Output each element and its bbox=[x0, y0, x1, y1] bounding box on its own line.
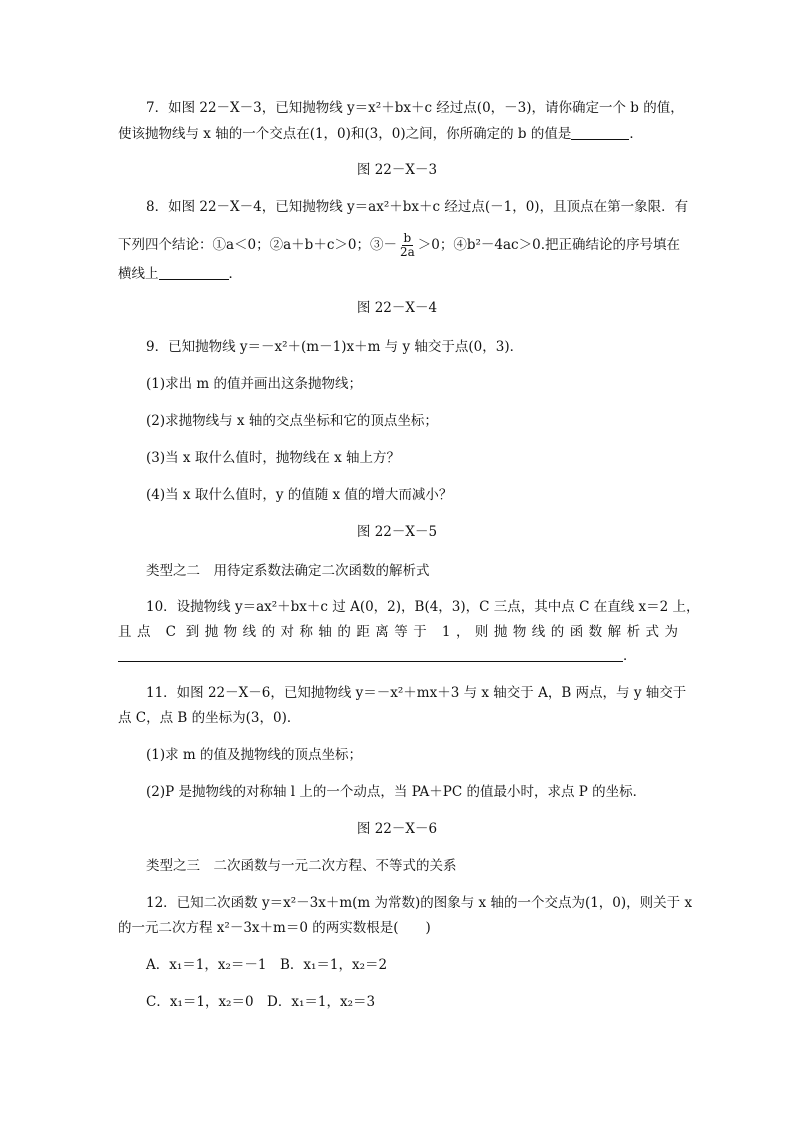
q11-part1: (1)求 m 的值及抛物线的顶点坐标； bbox=[146, 747, 363, 763]
figure-caption-22-x-5: 图 22－X－5 bbox=[356, 524, 438, 540]
q9-part3: (3)当 x 取什么值时，抛物线在 x 轴上方？ bbox=[146, 450, 401, 466]
q8-line3: 横线上 ． bbox=[118, 266, 242, 282]
q11-line1: 11．如图 22－X－6，已知抛物线 y＝－x²＋mx＋3 与 x 轴交于 A，B 两点，与 y 轴交于 bbox=[146, 685, 687, 701]
section-heading-type2: 类型之二 用待定系数法确定二次函数的解析式 bbox=[146, 563, 430, 579]
q12-line2: 的一元二次方程 x²－3x＋m＝0 的两实数根是( ) bbox=[118, 920, 431, 936]
q11-part2: (2)P 是抛物线的对称轴 l 上的一个动点，当 PA＋PC 的值最小时，求点 P 的坐标． bbox=[146, 784, 647, 800]
q7-line2: 使该抛物线与 x 轴的一个交点在(1，0)和(3，0)之间，你所确定的 b 的值是 ． bbox=[118, 126, 643, 142]
q12-options-ab: A．x₁＝1，x₂＝－1 B．x₁＝1，x₂＝2 bbox=[146, 957, 388, 973]
q10-line2: 且点 C 到抛物线的对称轴的距离等于 1，则抛物线的函数解析式为 bbox=[118, 624, 678, 640]
q11-line2: 点 C，点 B 的坐标为(3，0)． bbox=[118, 710, 301, 726]
q8-line1: 8．如图 22－X－4，已知抛物线 y＝ax²＋bx＋c 经过点(－1，0)，且顶点在第一象限．有 bbox=[146, 199, 689, 215]
q12-line1: 12．已知二次函数 y＝x²－3x＋m(m 为常数)的图象与 x 轴的一个交点为(1，0)，则关于 x bbox=[146, 895, 693, 911]
q8-answer-blank[interactable] bbox=[159, 265, 229, 280]
q9-part4: (4)当 x 取什么值时，y 的值随 x 值的增大而减小？ bbox=[146, 487, 453, 503]
section-heading-type3: 类型之三 二次函数与一元二次方程、不等式的关系 bbox=[146, 858, 457, 874]
q7-answer-blank[interactable] bbox=[571, 125, 629, 140]
q12-options-cd: C．x₁＝1，x₂＝0 D．x₁＝1，x₂＝3 bbox=[146, 994, 376, 1010]
q8-line2: 下列四个结论：①a＜0；②a＋b＋c＞0；③－ $\frac{b}{2a}$ ＞0；④b²－4ac＞0.把正确结论的序号填在 bbox=[118, 231, 681, 259]
q9-stem: 9．已知抛物线 y＝－x²＋(m－1)x＋m 与 y 轴交于点(0，3)． bbox=[146, 339, 524, 355]
q9-part1: (1)求出 m 的值并画出这条抛物线； bbox=[146, 376, 363, 392]
fraction-b-over-2a: $\frac{b}{2a}$ bbox=[399, 231, 415, 259]
q7-line1: 7．如图 22－X－3，已知抛物线 y＝x²＋bx＋c 经过点(0，－3)，请你确定一个 b 的值， bbox=[146, 100, 684, 116]
figure-caption-22-x-4: 图 22－X－4 bbox=[356, 300, 438, 316]
figure-caption-22-x-6: 图 22－X－6 bbox=[356, 821, 438, 837]
q10-line3: ． bbox=[118, 646, 678, 666]
figure-caption-22-x-3: 图 22－X－3 bbox=[356, 162, 438, 178]
q9-part2: (2)求抛物线与 x 轴的交点坐标和它的顶点坐标； bbox=[146, 413, 438, 429]
q10-answer-blank[interactable] bbox=[118, 647, 623, 662]
q10-line1: 10．设抛物线 y＝ax²＋bx＋c 过 A(0，2)，B(4，3)，C 三点，其中点 C 在直线 x＝2 上， bbox=[146, 599, 700, 615]
